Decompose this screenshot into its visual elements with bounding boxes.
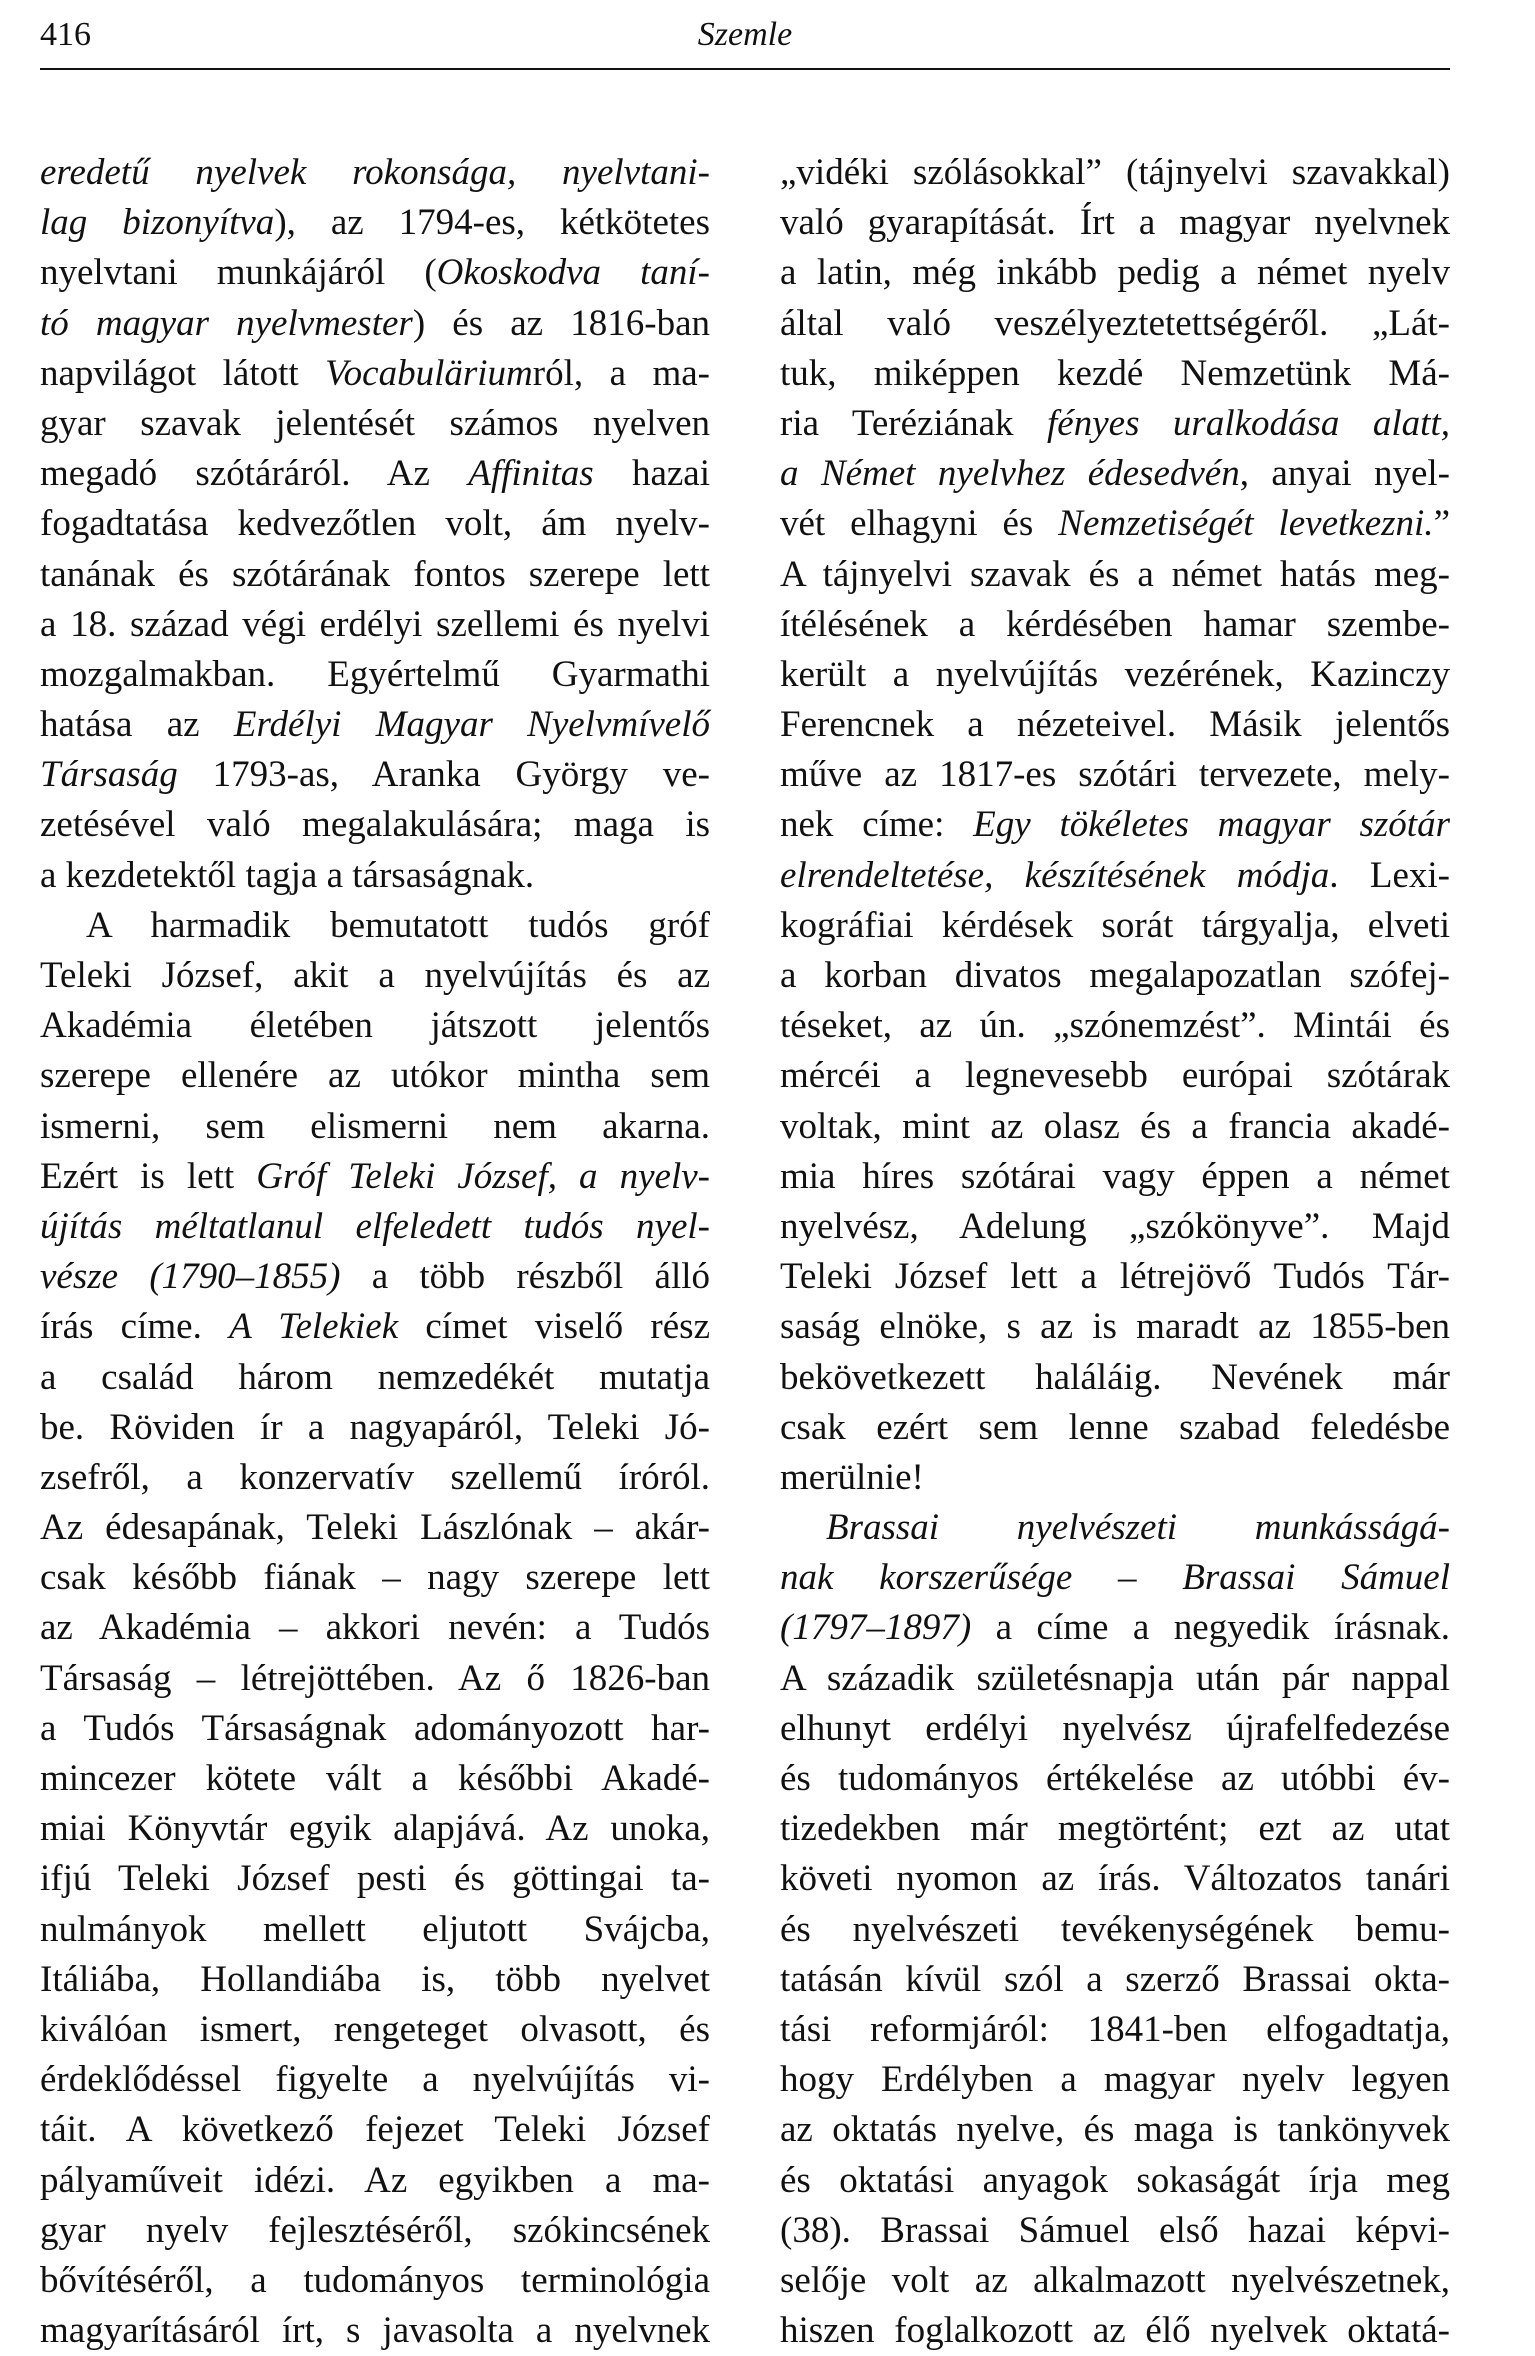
text-line: a család három nemzedékét mutatja: [40, 1356, 710, 1398]
text-line: hogy Erdélyben a magyar nyelv legyen: [780, 2059, 1450, 2101]
text-line: a latin, még inkább pedig a német nyelv: [780, 252, 1450, 294]
text-line: vét elhagyni és Nemzetiségét levetkezni.”: [780, 503, 1450, 545]
text-line: merülnie!: [780, 1456, 924, 1498]
header-rule: [40, 68, 1450, 70]
text-line: eredetű nyelvek rokonsága, nyelvtani-: [40, 152, 710, 193]
text-line: miai Könyvtár egyik alapjává. Az unoka,: [40, 1808, 710, 1850]
text-line: ismerni, sem elismerni nem akarna.: [40, 1105, 710, 1147]
text-line: fogadtatása kedvezőtlen volt, ám nyelv-: [40, 503, 710, 545]
text-line: kográfiai kérdések sorát tárgyalja, elveti: [780, 904, 1450, 946]
text-line: hiszen foglalkozott az élő nyelvek oktatá-: [780, 2310, 1450, 2352]
text-line: (38). Brassai Sámuel első hazai képvi-: [780, 2209, 1450, 2251]
text-line: újítás méltatlanul elfeledett tudós nyel-: [40, 1205, 710, 1247]
text-line: ítélésének a kérdésében hamar szembe-: [780, 603, 1450, 645]
text-line: került a nyelvújítás vezérének, Kazinczy: [780, 653, 1450, 695]
text-line: tuk, miképpen kezdé Nemzetünk Má-: [780, 352, 1450, 394]
text-line: mia híres szótárai vagy éppen a német: [780, 1155, 1450, 1197]
text-line: elhunyt erdélyi nyelvész újrafelfedezése: [780, 1707, 1450, 1749]
text-line: mincezer kötete vált a későbbi Akadé-: [40, 1758, 710, 1799]
text-line: A tájnyelvi szavak és a német hatás meg-: [780, 553, 1450, 595]
text-line: tatásán kívül szól a szerző Brassai okta-: [780, 1958, 1450, 2000]
text-line: zsefről, a konzervatív szellemű íróról.: [40, 1456, 710, 1498]
text-line: Teleki József lett a létrejövő Tudós Tár-: [780, 1256, 1450, 1298]
text-line: magyarításáról írt, s javasolta a nyelvnek: [40, 2310, 710, 2352]
text-line: tizedekben már megtörtént; ezt az utat: [780, 1808, 1450, 1850]
text-line: pályaműveit idézi. Az egyikben a ma-: [40, 2159, 710, 2201]
text-line: Brassai nyelvészeti munkásságá-: [826, 1507, 1450, 1549]
text-line: a 18. század végi erdélyi szellemi és nyelvi: [40, 603, 710, 645]
text-line: bekövetkezett haláláig. Nevének már: [780, 1356, 1450, 1398]
text-line: gyar szavak jelentését számos nyelven: [40, 402, 710, 444]
text-line: tó magyar nyelvmester) és az 1816-ban: [40, 302, 710, 344]
page-header: [40, 8, 1450, 66]
text-line: és oktatási anyagok sokaságát írja meg: [780, 2159, 1450, 2201]
text-line: által való veszélyeztetettségéről. „Lát-: [780, 302, 1450, 344]
text-line: írás címe. A Telekiek címet viselő rész: [40, 1306, 710, 1348]
text-line: csak később fiának – nagy szerepe lett: [40, 1557, 710, 1599]
text-line: a korban divatos megalapozatlan szófej-: [780, 955, 1450, 996]
text-line: A harmadik bemutatott tudós gróf: [86, 904, 710, 946]
text-line: be. Röviden ír a nagyapáról, Teleki Jó-: [40, 1406, 710, 1448]
text-line: megadó szótáráról. Az Affinitas hazai: [40, 453, 711, 495]
text-line: bővítéséről, a tudományos terminológia: [40, 2259, 710, 2301]
text-line: érdeklődéssel figyelte a nyelvújítás vi-: [40, 2059, 710, 2101]
text-line: az oktatás nyelve, és maga is tankönyvek: [780, 2109, 1450, 2151]
text-line: és nyelvészeti tevékenységének bemu-: [780, 1908, 1450, 1950]
text-line: a kezdetektől tagja a társaságnak.: [40, 854, 535, 896]
text-line: ria Teréziának fényes uralkodása alatt,: [780, 402, 1450, 444]
text-line: követi nyomon az írás. Változatos tanári: [780, 1858, 1450, 1900]
text-line: mércéi a legnevesebb európai szótárak: [780, 1055, 1450, 1097]
text-line: (1797–1897) a címe a negyedik írásnak.: [780, 1607, 1450, 1649]
text-line: téseket, az ún. „szónemzést”. Mintái és: [780, 1005, 1450, 1047]
text-line: szerepe ellenére az utókor mintha sem: [40, 1055, 710, 1097]
text-line: ifjú Teleki József pesti és göttingai ta-: [40, 1858, 710, 1900]
left-column: [40, 148, 710, 2356]
text-line: gyar nyelv fejlesztéséről, szókincsének: [40, 2209, 710, 2251]
text-line: és tudományos értékelése az utóbbi év-: [780, 1758, 1450, 1799]
text-line: Társaság – létrejöttében. Az ő 1826-ban: [40, 1657, 710, 1699]
text-line: Társaság 1793-as, Aranka György ve-: [40, 754, 710, 796]
text-line: csak ezért sem lenne szabad feledésbe: [780, 1406, 1450, 1448]
text-line: lag bizonyítva), az 1794-es, kétkötetes: [40, 202, 710, 244]
text-line: voltak, mint az olasz és a francia akadé-: [780, 1105, 1450, 1147]
text-line: mozgalmakban. Egyértelmű Gyarmathi: [40, 653, 710, 695]
text-line: való gyarapítását. Írt a magyar nyelvnek: [780, 202, 1450, 244]
text-line: a Német nyelvhez édesedvén, anyai nyel-: [780, 453, 1450, 495]
text-line: zetésével való megalakulására; maga is: [40, 804, 710, 846]
text-line: nak korszerűsége – Brassai Sámuel: [780, 1557, 1450, 1599]
text-line: saság elnöke, s az is maradt az 1855-ben: [780, 1306, 1450, 1348]
text-line: A századik születésnapja után pár nappal: [780, 1657, 1450, 1699]
text-line: „vidéki szólásokkal” (tájnyelvi szavakkal): [780, 152, 1450, 193]
text-line: nulmányok mellett eljutott Svájcba,: [40, 1908, 710, 1950]
text-line: hatása az Erdélyi Magyar Nyelvmívelő: [40, 704, 711, 746]
text-line: nyelvtani munkájáról (Okoskodva taní-: [40, 252, 710, 294]
text-line: Akadémia életében játszott jelentős: [40, 1005, 710, 1047]
running-title: Szemle: [697, 16, 793, 53]
text-line: napvilágot látott Vocabuläriumról, a ma-: [40, 352, 710, 394]
text-line: műve az 1817-es szótári tervezete, mely-: [780, 754, 1450, 796]
page-number: 416: [40, 16, 91, 53]
text-line: vésze (1790–1855) a több részből álló: [40, 1256, 710, 1298]
text-line: az Akadémia – akkori nevén: a Tudós: [40, 1607, 710, 1649]
text-line: elrendeltetése, készítésének módja. Lexi-: [780, 854, 1451, 896]
text-line: selője volt az alkalmazott nyelvészetnek,: [780, 2259, 1450, 2301]
text-line: a Tudós Társaságnak adományozott har-: [40, 1707, 710, 1749]
text-line: táit. A következő fejezet Teleki József: [40, 2109, 710, 2151]
text-line: Ferencnek a nézeteivel. Másik jelentős: [780, 704, 1450, 746]
text-line: tási reformjáról: 1841-ben elfogadtatja,: [780, 2008, 1450, 2050]
text-line: Teleki József, akit a nyelvújítás és az: [40, 955, 710, 996]
text-line: Ezért is lett Gróf Teleki József, a nyelv-: [40, 1155, 710, 1197]
text-line: nek címe: Egy tökéletes magyar szótár: [780, 804, 1450, 846]
text-line: Az édesapának, Teleki Lászlónak – akár-: [40, 1507, 710, 1549]
right-column: [780, 148, 1450, 2356]
text-line: nyelvész, Adelung „szókönyve”. Majd: [780, 1205, 1450, 1247]
text-line: tanának és szótárának fontos szerepe lett: [40, 553, 710, 595]
text-line: kiválóan ismert, rengeteget olvasott, és: [40, 2008, 710, 2050]
text-line: Itáliába, Hollandiába is, több nyelvet: [40, 1958, 710, 2000]
